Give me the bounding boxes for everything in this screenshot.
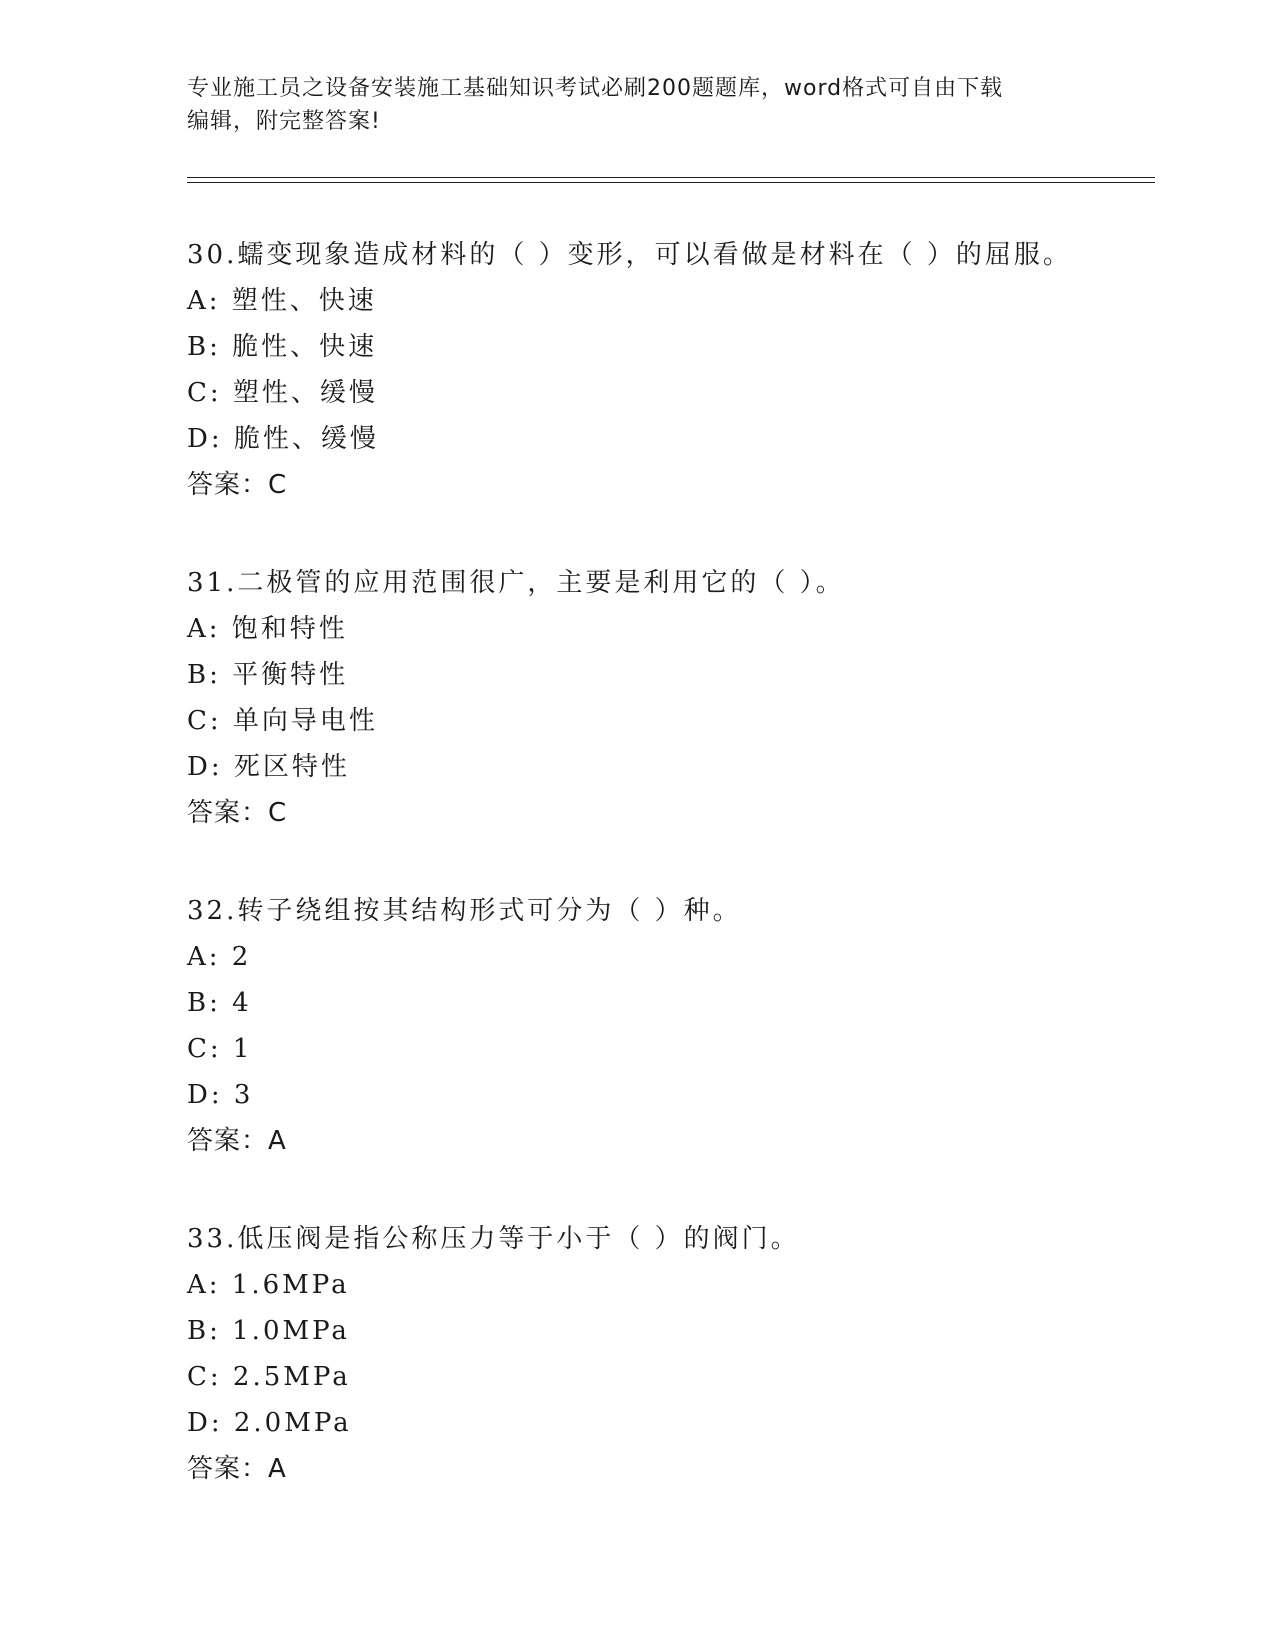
option-d: D: 脆性、缓慢 (187, 424, 379, 454)
option-d: D: 3 (187, 1080, 254, 1110)
question-block (187, 888, 1137, 1164)
answer-label: 答案：A (187, 1454, 287, 1484)
option-a: A: 1.6MPa (187, 1270, 350, 1300)
answer-label: 答案：A (187, 1126, 287, 1156)
header-line-1: 专业施工员之设备安装施工基础知识考试必刷200题题库，word格式可自由下载 (187, 76, 1004, 101)
question-title: 33.低压阀是指公称压力等于小于（ ）的阀门。 (187, 1224, 800, 1254)
question-title: 32.转子绕组按其结构形式可分为（ ）种。 (187, 896, 742, 926)
header-divider-bottom (187, 182, 1155, 183)
option-b: B: 1.0MPa (187, 1316, 350, 1346)
option-b: B: 4 (187, 988, 252, 1018)
question-title: 31.二极管的应用范围很广，主要是利用它的（ ）。 (187, 568, 845, 598)
answer-label: 答案：C (187, 798, 288, 828)
option-a: A: 饱和特性 (187, 614, 348, 644)
answer-label: 答案：C (187, 470, 288, 500)
header-divider-top (187, 177, 1155, 178)
option-b: B: 平衡特性 (187, 660, 349, 690)
option-c: C: 1 (187, 1034, 253, 1064)
option-d: D: 2.0MPa (187, 1408, 352, 1438)
option-c: C: 塑性、缓慢 (187, 378, 378, 408)
option-a: A: 2 (187, 942, 252, 972)
option-c: C: 2.5MPa (187, 1362, 351, 1392)
question-block (187, 560, 1137, 836)
question-block (187, 1216, 1137, 1492)
document-header (187, 72, 1087, 138)
option-c: C: 单向导电性 (187, 706, 378, 736)
option-a: A: 塑性、快速 (187, 286, 377, 316)
option-b: B: 脆性、快速 (187, 332, 378, 362)
header-line-2: 编辑，附完整答案! (187, 109, 381, 134)
question-block (187, 232, 1137, 508)
option-d: D: 死区特性 (187, 752, 350, 782)
question-title: 30.蠕变现象造成材料的（ ）变形，可以看做是材料在（ ）的屈服。 (187, 240, 1072, 270)
